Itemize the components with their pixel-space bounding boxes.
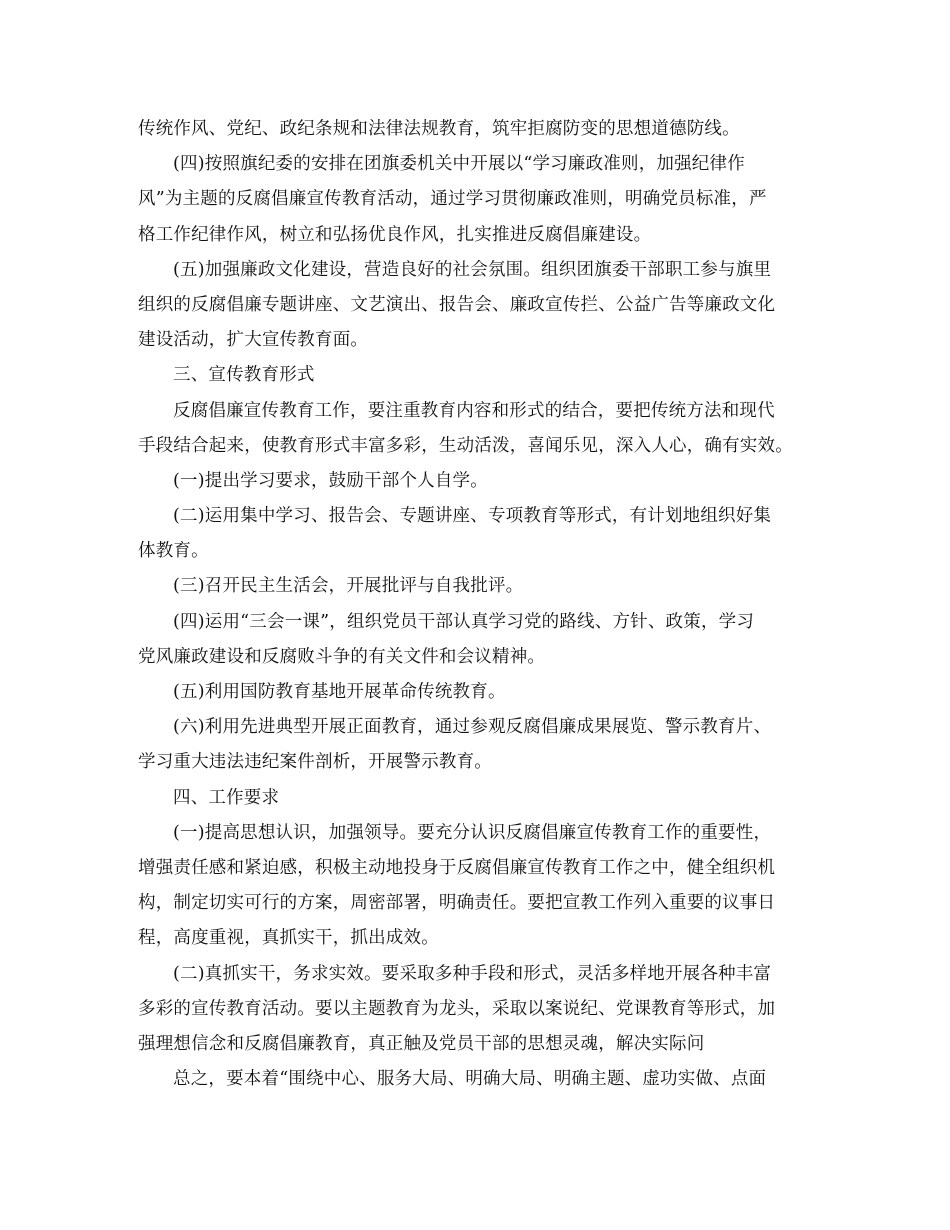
text-line: 体教育。	[138, 541, 209, 562]
text-line: 强理想信念和反腐倡廉教育，真正触及党员干部的思想灵魂，解决实际问	[138, 1033, 705, 1054]
text-line: (一)提出学习要求，鼓励干部个人自学。	[173, 470, 488, 491]
text-line: 传统作风、党纪、政纪条规和法律法规教育，筑牢拒腐防变的思想道德防线。	[138, 119, 740, 139]
section-heading: 四、工作要求	[173, 787, 280, 808]
text-line: (二)真抓实干，务求实效。要采取多种手段和形式，灵活多样地开展各种丰富	[173, 963, 772, 984]
text-line: 党风廉政建设和反腐败斗争的有关文件和会议精神。	[138, 646, 546, 667]
text-line: (三)召开民主生活会，开展批评与自我批评。	[173, 576, 524, 597]
text-line: 构，制定切实可行的方案，周密部署，明确责任。要把宣教工作列入重要的议事日	[138, 893, 776, 914]
text-line: (一)提高思想认识，加强领导。要充分认识反腐倡廉宣传教育工作的重要性，	[173, 822, 772, 843]
section-heading: 三、宣传教育形式	[173, 365, 315, 386]
text-line: (四)运用“三会一课”，组织党员干部认真学习党的路线、方针、政策，学习	[173, 611, 755, 632]
text-line: (四)按照旗纪委的安排在团旗委机关中开展以“学习廉政准则，加强纪律作	[173, 154, 745, 175]
document-body	[138, 112, 818, 1097]
text-line: (六)利用先进典型开展正面教育，通过参观反腐倡廉成果展览、警示教育片、	[173, 717, 772, 738]
text-line: (五)加强廉政文化建设，营造良好的社会氛围。组织团旗委干部职工参与旗里	[173, 259, 772, 280]
text-line: (五)利用国防教育基地开展革命传统教育。	[173, 682, 506, 702]
text-line: 多彩的宣传教育活动。要以主题教育为龙头，采取以案说纪、党课教育等形式，加	[138, 998, 776, 1019]
text-line: 格工作纪律作风，树立和弘扬优良作风，扎实推进反腐倡廉建设。	[138, 224, 652, 245]
text-line: 风”为主题的反腐倡廉宣传教育活动，通过学习贯彻廉政准则，明确党员标准，严	[138, 189, 767, 210]
text-line: (二)运用集中学习、报告会、专题讲座、专项教育等形式，有计划地组织好集	[173, 506, 772, 527]
text-line: 建设活动，扩大宣传教育面。	[138, 330, 369, 351]
text-line: 反腐倡廉宣传教育工作，要注重教育内容和形式的结合，要把传统方法和现代	[173, 400, 775, 421]
text-line: 增强责任感和紧迫感，积极主动地投身于反腐倡廉宣传教育工作之中，健全组织机	[138, 857, 776, 878]
text-line: 程，高度重视，真抓实干，抓出成效。	[138, 928, 439, 949]
text-line: 组织的反腐倡廉专题讲座、文艺演出、报告会、廉政宣传拦、公益广告等廉政文化	[138, 294, 776, 315]
text-line: 总之，要本着“围绕中心、服务大局、明确大局、明确主题、虚功实做、点面	[173, 1069, 767, 1090]
text-line: 学习重大违法违纪案件剖析，开展警示教育。	[138, 752, 492, 773]
text-line: 手段结合起来，使教育形式丰富多彩，生动活泼，喜闻乐见，深入人心，确有实效。	[138, 435, 793, 456]
